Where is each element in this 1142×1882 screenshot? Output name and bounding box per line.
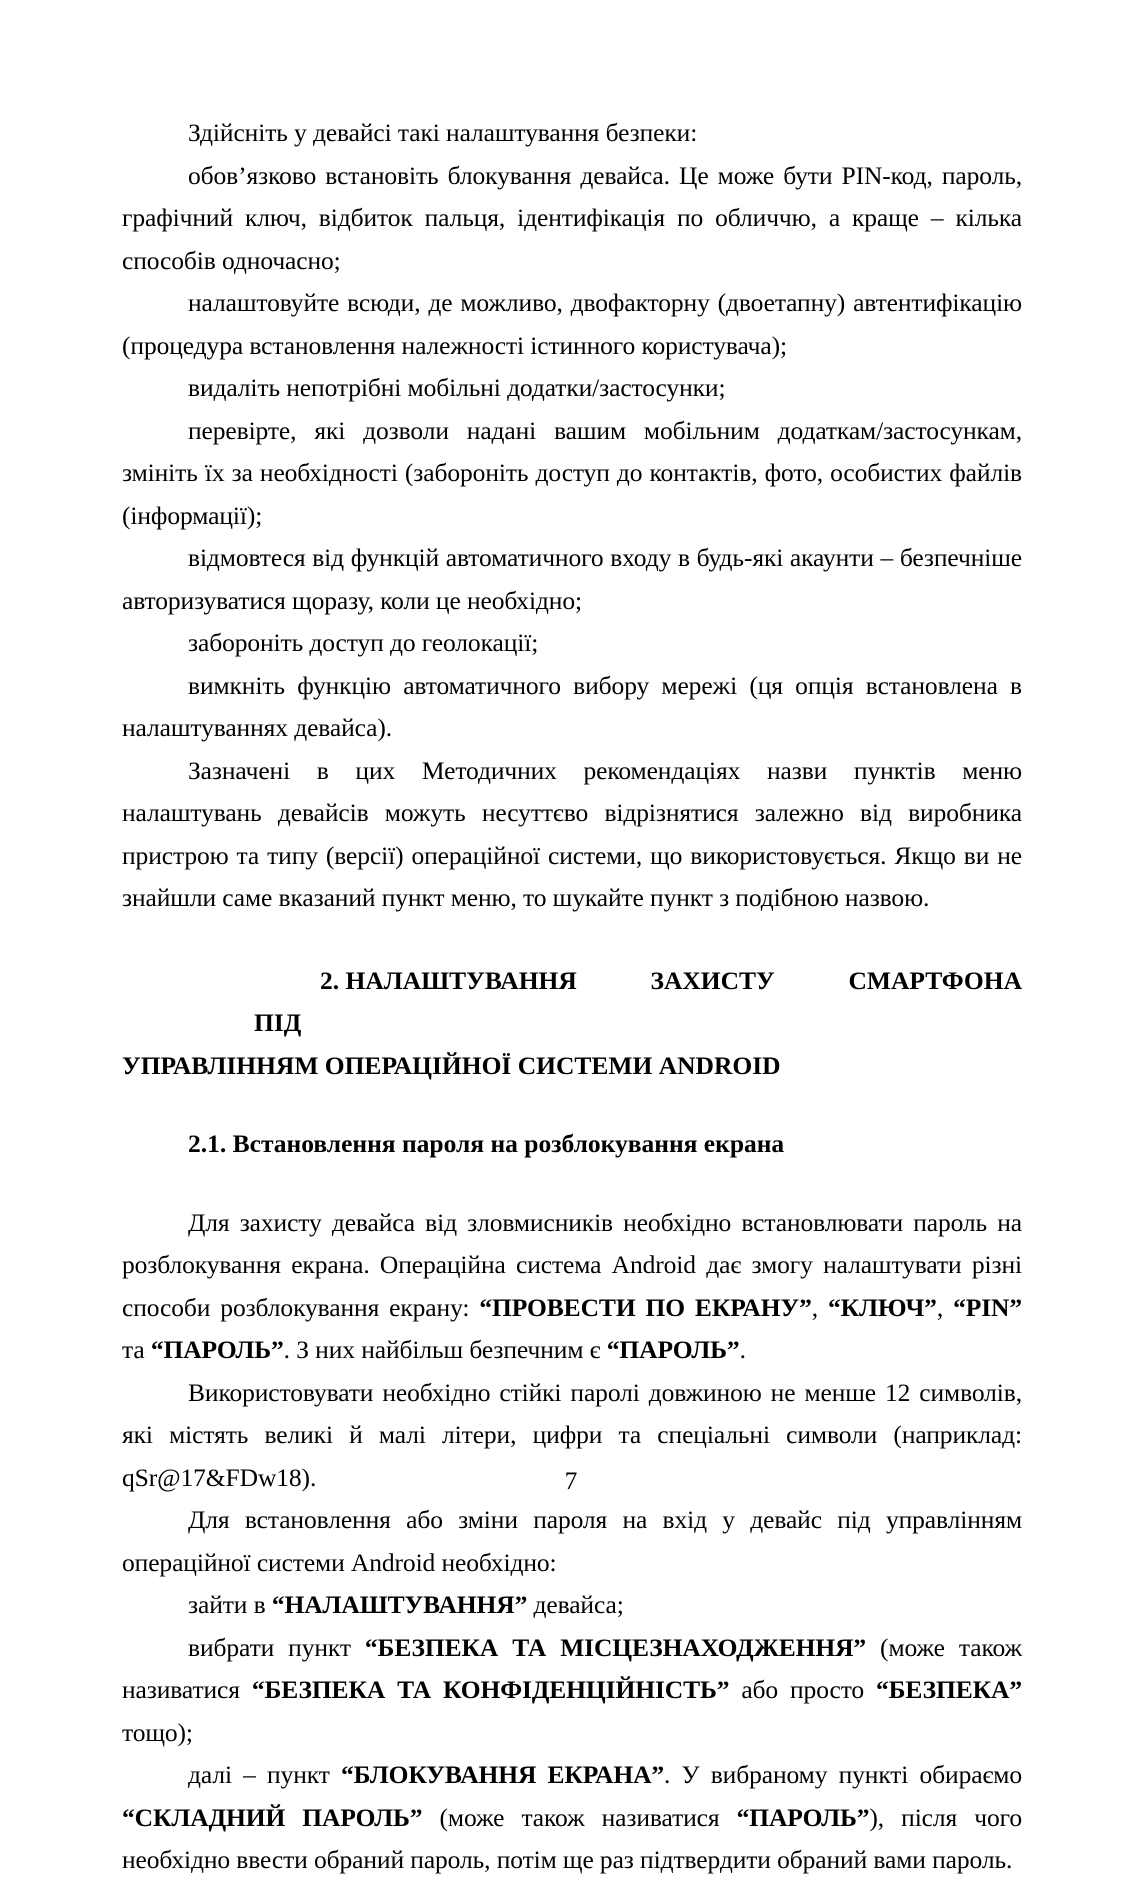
heading-word-2: СМАРТФОНА xyxy=(848,965,1023,995)
text-run: зайти в xyxy=(188,1590,272,1619)
emphasised-term: “БЕЗПЕКА ТА КОНФІДЕНЦІЙНІСТЬ” xyxy=(251,1675,730,1704)
paragraph-auto-network: вимкніть функцію автоматичного вибору мережі (ця опція встановлена в налаштуваннях девайса). xyxy=(122,670,1022,742)
paragraph-geolocation: забороніть доступ до геолокації; xyxy=(188,628,539,657)
paragraph-menu-names-note: Зазначені в цих Методичних рекомендаціях назви пунктів меню налаштувань девайсів можуть несуттєво відрізнятися залежно від виробника пристрою та типу (версії) операційної системи, що використовується. Якщо ви не знайшли саме вказаний пункт меню, то шукайте пункт з подібною назвою. xyxy=(122,755,1022,912)
text-run: . xyxy=(739,1335,746,1364)
section-heading-2 xyxy=(122,960,1022,1088)
text-run: , xyxy=(936,1292,954,1322)
emphasised-term: “БЛОКУВАННЯ ЕКРАНА” xyxy=(340,1760,665,1789)
paragraph-device-lock: обов’язково встановіть блокування девайса. Це може бути PIN-код, пароль, графічний ключ, відбиток пальця, ідентифікація по обличчю, а краще – кілька способів одночасно; xyxy=(122,160,1022,275)
text-run: , xyxy=(811,1292,828,1322)
text-run: ), після чого необхідно ввести обраний пароль, потім ще раз підтвердити обраний вами пароль. xyxy=(122,1802,1022,1874)
emphasised-term: “БЕЗПЕКА ТА МІСЦЕЗНАХОДЖЕННЯ” xyxy=(364,1632,867,1662)
paragraph-remove-apps: видаліть непотрібні мобільні додатки/застосунки; xyxy=(188,373,726,402)
text-run: Для захисту девайса від зловмисників необхідно встановлювати пароль на розблокування екрана. Операційна система Android дає змогу налаштувати різні способи розблокування екрану: xyxy=(122,1207,1022,1322)
subheading-spacer xyxy=(122,1087,1022,1123)
paragraph-app-permissions: перевірте, які дозволи надані вашим мобільним додаткам/застосункам, змініть їх за необхідності (забороніть доступ до контактів, фото, особистих файлів (інформації); xyxy=(122,415,1022,530)
paragraph-step-settings xyxy=(122,1584,1022,1627)
paragraph-steps-intro xyxy=(122,1499,1022,1584)
text-run: . З них найбільш безпечним є xyxy=(283,1335,607,1364)
section-heading-2-line2: УПРАВЛІННЯМ ОПЕРАЦІЙНОЇ СИСТЕМИ ANDROID xyxy=(122,1050,781,1080)
text-run: або просто xyxy=(729,1675,876,1704)
text-run: Використовувати необхідно стійкі паролі довжиною не менше 12 символів, які містять великі й малі літери, цифри та спеціальні символи (наприклад: qSr@17&FDw18). xyxy=(122,1377,1022,1492)
section-heading-2-line1 xyxy=(122,960,1022,1045)
text-run: вибрати пункт xyxy=(188,1632,365,1662)
text-run: . У вибраному пункті обираємо xyxy=(664,1760,1022,1789)
emphasised-term: “СКЛАДНИЙ ПАРОЛЬ” xyxy=(122,1802,423,1832)
subheading-spacer-bottom xyxy=(122,1166,1022,1202)
text-run: та xyxy=(122,1335,151,1364)
text-run: далі – пункт xyxy=(188,1760,341,1789)
heading-spacer-top xyxy=(122,920,1022,960)
paragraph-step-screen-lock xyxy=(122,1754,1022,1882)
emphasised-term: “НАЛАШТУВАННЯ” xyxy=(271,1590,528,1619)
page-number: 7 xyxy=(564,1466,578,1495)
emphasised-term: “ПРОВЕСТИ ПО ЕКРАНУ” xyxy=(479,1292,812,1322)
emphasised-term: “КЛЮЧ” xyxy=(827,1292,937,1322)
paragraph-intro: Здійсніть у девайсі такі налаштування безпеки: xyxy=(188,118,698,147)
page-text-block xyxy=(122,112,1022,1882)
text-run: (може також називатися xyxy=(122,1632,1023,1704)
paragraph-two-factor: налаштовуйте всюди, де можливо, двофакторну (двоетапну) автентифікацію (процедура встановлення належності істинного користувача); xyxy=(122,288,1022,360)
text-run: девайса; xyxy=(527,1590,624,1619)
emphasised-term: “ПАРОЛЬ” xyxy=(606,1335,740,1364)
heading-word-0: 2. НАЛАШТУВАННЯ xyxy=(320,965,577,995)
paragraph-password-methods xyxy=(122,1202,1022,1372)
text-run: Для встановлення або зміни пароля на вхід у девайс під управлінням операційної системи Android необхідно: xyxy=(122,1505,1022,1577)
heading-word-1: ЗАХИСТУ xyxy=(650,965,775,995)
emphasised-term: “ПАРОЛЬ” xyxy=(150,1335,284,1364)
subsection-heading-2-1: 2.1. Встановлення пароля на розблокування екрана xyxy=(188,1129,785,1158)
heading-word-3: ПІД xyxy=(254,1008,302,1037)
emphasised-term: “ПАРОЛЬ” xyxy=(736,1802,870,1832)
paragraph-step-security xyxy=(122,1627,1022,1755)
text-run: тощо); xyxy=(122,1717,193,1747)
paragraph-auto-login: відмовтеся від функцій автоматичного входу в будь-які акаунти – безпечніше авторизуватися щоразу, коли це необхідно; xyxy=(122,543,1022,615)
emphasised-term: “PIN” xyxy=(953,1292,1022,1322)
text-run: (може також називатися xyxy=(422,1802,737,1832)
emphasised-term: “БЕЗПЕКА” xyxy=(876,1675,1022,1704)
